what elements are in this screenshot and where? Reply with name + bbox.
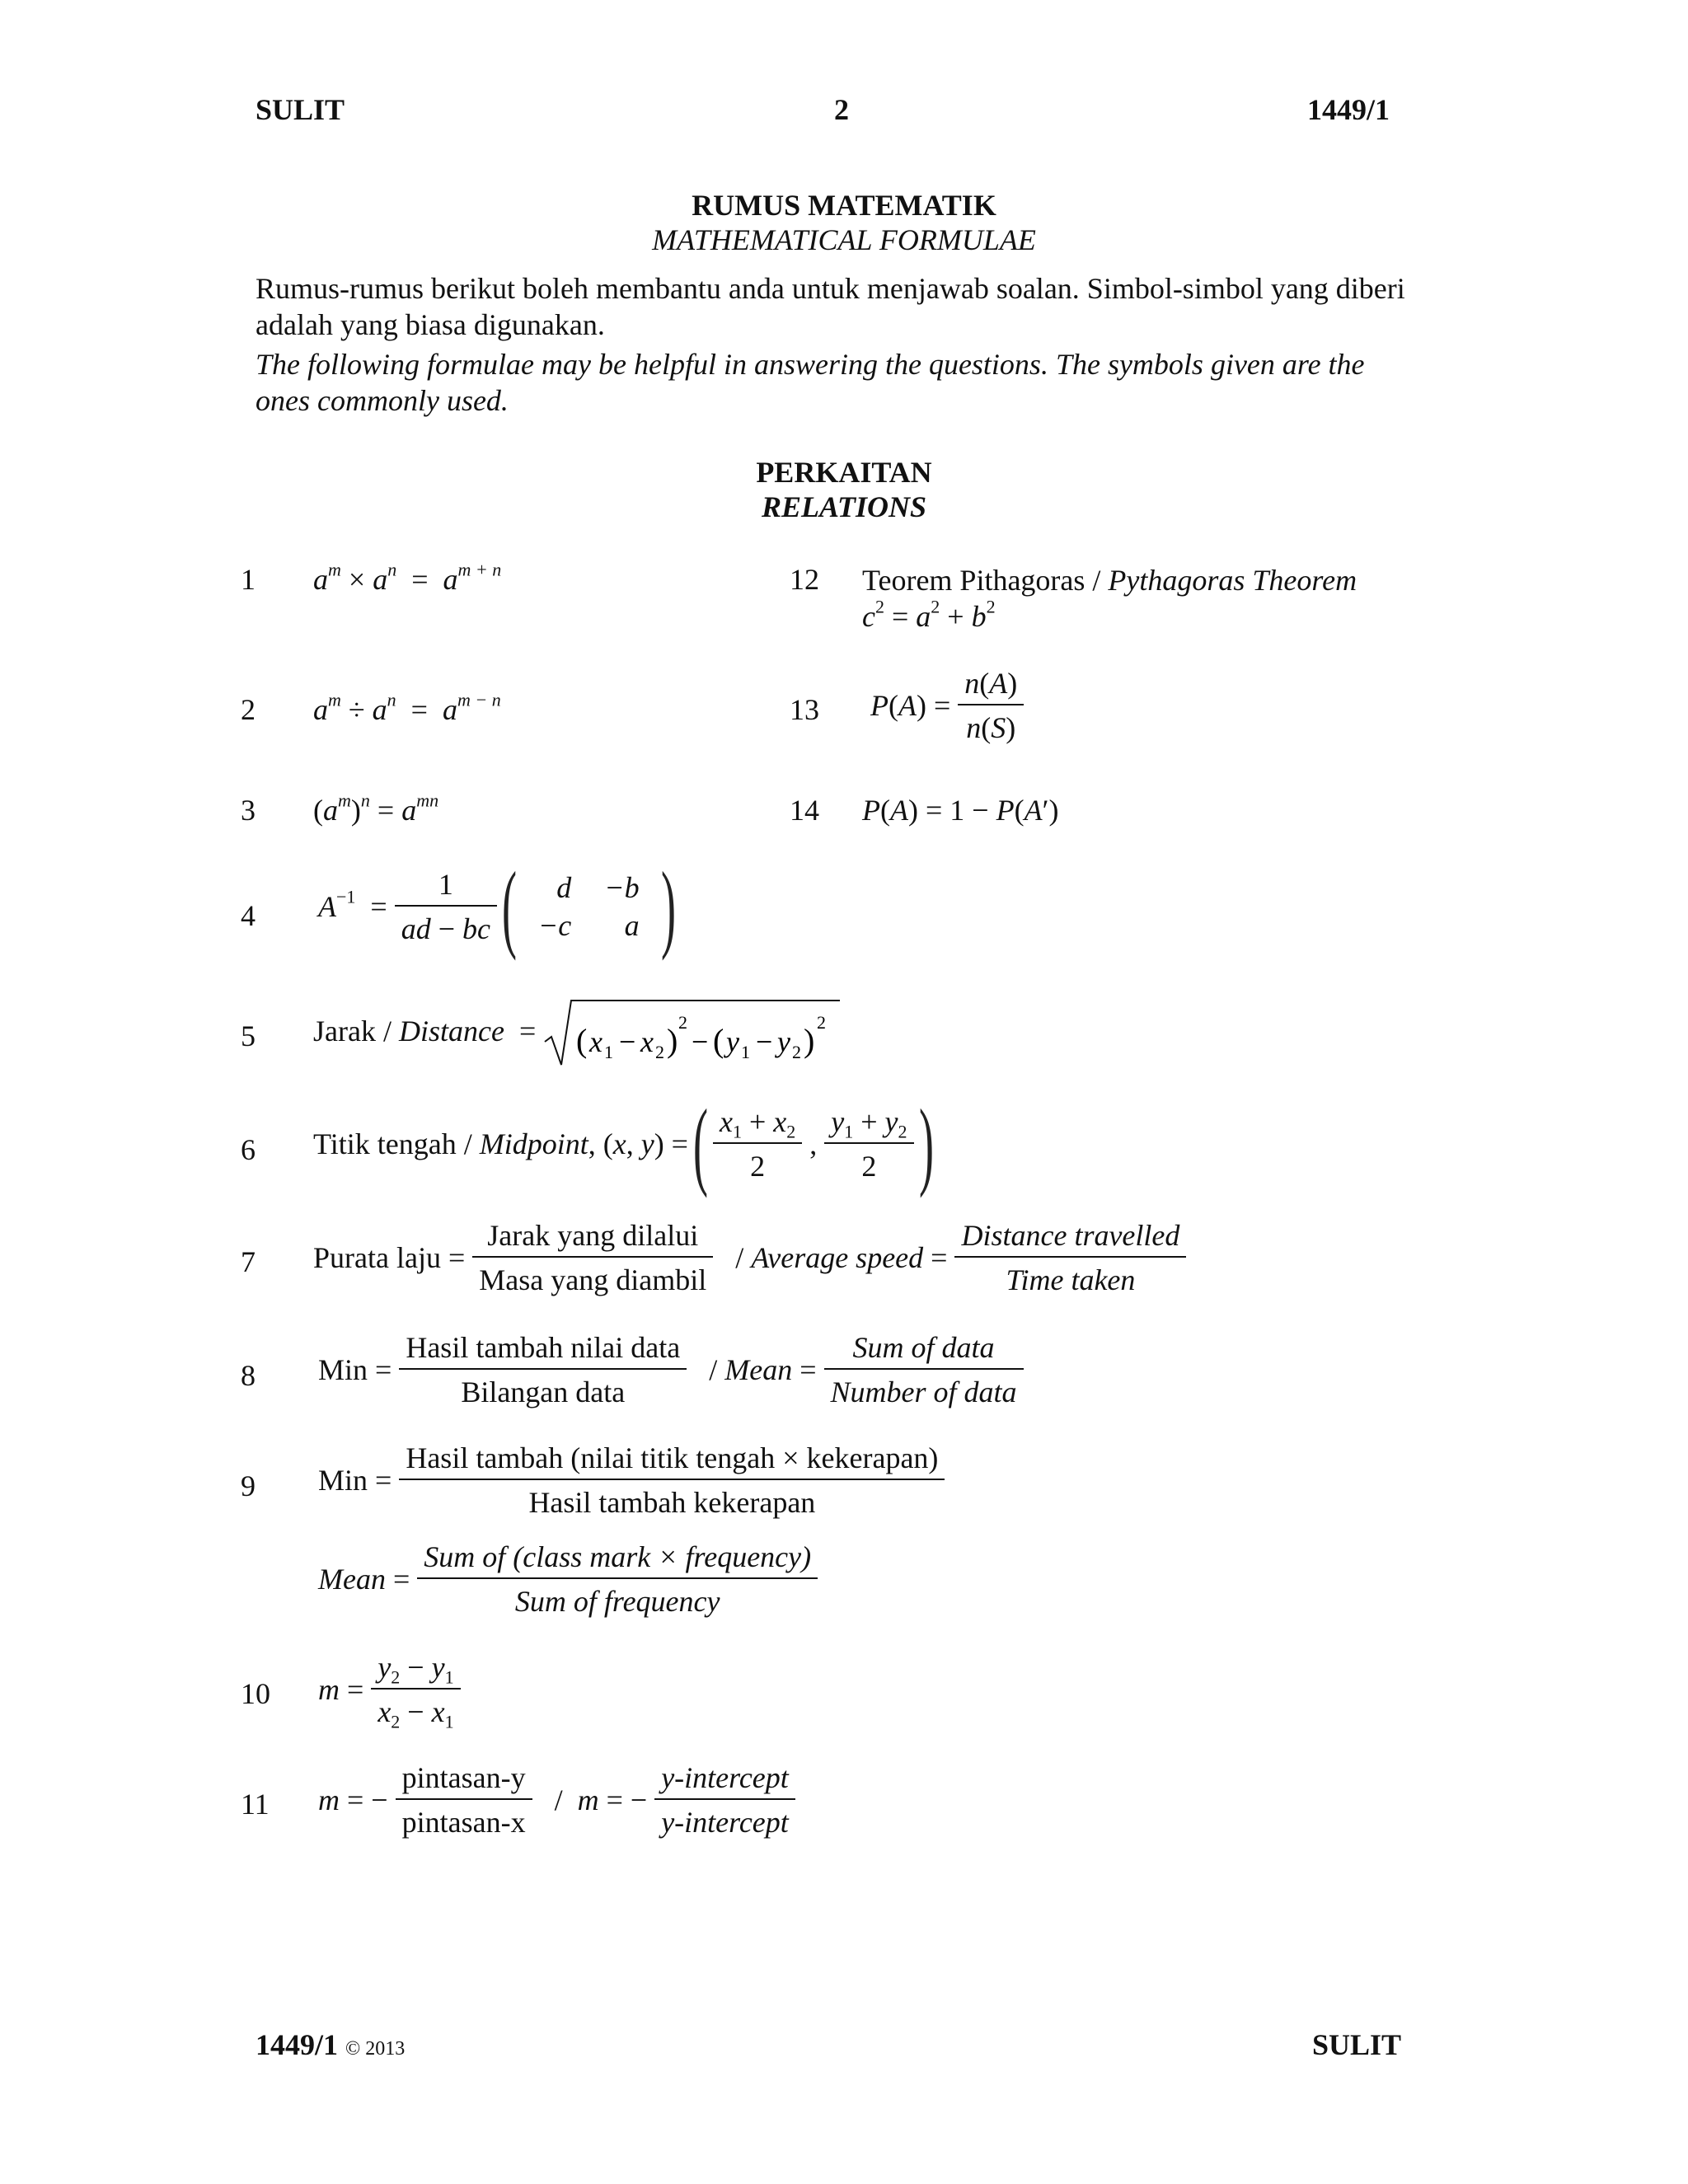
formula-7-average-speed: Purata laju = $\frac{\text{Jarak yang dilalui}}{\text{Masa yang diambil}}$ / Average speed = $\frac{\text{Distance travelled}}{\text{Time taken}}$ xyxy=(313,1218,1186,1297)
svg-text:−: − xyxy=(692,1025,709,1058)
formula-11-gradient-intercept: m = − $\frac{\text{pintasan-y}}{\text{pintasan-x}}$ / m = − $\frac{\text{y-intercept}}{\text{y-intercept}}$ xyxy=(318,1760,795,1840)
svg-text:x: x xyxy=(589,1025,603,1058)
svg-text:(: ( xyxy=(713,1022,724,1059)
svg-text:): ) xyxy=(667,1022,678,1059)
formula-3: $(a^m)^n = a^{mn}$ xyxy=(313,790,439,827)
svg-text:2: 2 xyxy=(817,1012,827,1033)
pythagoras-label-malay: Teorem Pithagoras xyxy=(862,564,1085,597)
formula-13-probability: P(A) = $\frac{n(A)}{n(S)}$ xyxy=(870,666,1024,745)
mean-denominator-english: Number of data xyxy=(830,1376,1017,1408)
intro-english xyxy=(256,346,1409,419)
svg-text:): ) xyxy=(804,1022,815,1059)
midpoint-label-malay: Titik tengah xyxy=(313,1127,457,1160)
average-speed-numerator-malay: Jarak yang dilalui xyxy=(472,1218,713,1258)
svg-text:2: 2 xyxy=(655,1042,665,1062)
x-intercept-malay: pintasan-x xyxy=(401,1806,526,1839)
formula-number-9: 9 xyxy=(241,1469,256,1502)
mean-numerator-malay: Hasil tambah nilai data xyxy=(399,1330,687,1370)
formula-number-8: 8 xyxy=(241,1359,256,1392)
formula-2: $a^m \div a^n = a^{m - n}$ xyxy=(313,689,501,726)
distance-label-english: Distance xyxy=(398,1015,504,1047)
header-page-number: 2 xyxy=(834,93,849,126)
formula-9-grouped-mean-english: Mean = $\frac{\text{Sum of (class mark × frequency)}}{\text{Sum of frequency}}$ xyxy=(318,1540,818,1619)
grouped-mean-denominator-malay: Hasil tambah kekerapan xyxy=(528,1486,816,1519)
svg-text:1: 1 xyxy=(604,1042,614,1062)
formula-number-2: 2 xyxy=(241,693,256,726)
mean-denominator-malay: Bilangan data xyxy=(461,1376,626,1408)
grouped-mean-label-english: Mean xyxy=(318,1563,386,1596)
formula-9-grouped-mean-malay: Min = $\frac{\text{Hasil tambah (nilai titik tengah × kekerapan)}}{\text{Hasil tambah kekerapan}}$ xyxy=(318,1441,945,1520)
formula-number-14: 14 xyxy=(790,794,819,827)
formula-number-13: 13 xyxy=(790,693,819,726)
formula-8-mean: Min = $\frac{\text{Hasil tambah nilai data}}{\text{Bilangan data}}$ / Mean = $\frac{\text{Sum of data}}{\text{Number of data}}$ xyxy=(318,1330,1024,1409)
formula-number-4: 4 xyxy=(241,899,256,932)
formula-1: $a^m \times a^n = a^{m + n}$ xyxy=(313,559,502,596)
svg-text:x: x xyxy=(640,1025,654,1058)
average-speed-label-malay: Purata laju xyxy=(313,1241,441,1274)
formula-number-11: 11 xyxy=(241,1788,270,1821)
footer-sulit: SULIT xyxy=(1312,2028,1402,2061)
formula-number-1: 1 xyxy=(241,563,256,596)
footer-copyright: © 2013 xyxy=(345,2038,406,2060)
svg-text:2: 2 xyxy=(678,1012,688,1033)
header-sulit: SULIT xyxy=(256,93,345,126)
svg-text:y: y xyxy=(777,1025,791,1058)
formula-12-pythagoras: Teorem Pithagoras / Pythagoras Theorem $c^2 = a^2 + b^2$ xyxy=(862,564,1357,633)
mean-numerator-english: Sum of data xyxy=(824,1330,1024,1370)
formula-number-3: 3 xyxy=(241,794,256,827)
formula-number-7: 7 xyxy=(241,1245,256,1278)
footer-code xyxy=(256,2027,405,2062)
svg-text:1: 1 xyxy=(741,1042,751,1062)
y-intercept-malay: pintasan-y xyxy=(396,1760,532,1800)
pythagoras-label-english: Pythagoras Theorem xyxy=(1108,564,1357,597)
section-title-english: RELATIONS xyxy=(761,490,927,523)
formula-5-distance: Jarak / Distance = ( x 1 − x 2 ) 2 − ( y 1 − y 2 ) 2 xyxy=(313,994,840,1068)
average-speed-denominator-english: Time taken xyxy=(1006,1263,1136,1296)
y-intercept-english: y-intercept xyxy=(654,1760,795,1800)
formula-10-gradient: m = $\frac{y_2 - y_1}{x_2 - x_1}$ xyxy=(318,1650,461,1729)
formula-number-10: 10 xyxy=(241,1677,270,1710)
intro-english-text: The following formulae may be helpful in answering the questions. The symbols given are the ones commonly used. xyxy=(256,348,1365,417)
intro-malay xyxy=(256,270,1409,343)
svg-text:−: − xyxy=(619,1025,636,1058)
footer-paper-code: 1449/1 xyxy=(256,2028,339,2061)
mean-label-english: Mean xyxy=(724,1353,793,1386)
formula-6-midpoint: Titik tengah / Midpoint, (x, y) = ( $\frac{x_1 + x_2}{2}$ , $\frac{y_1 + y_2}{2}$ ) xyxy=(313,1089,934,1198)
formula-number-12: 12 xyxy=(790,563,819,596)
grouped-mean-denominator-english: Sum of frequency xyxy=(514,1585,720,1618)
distance-label-malay: Jarak xyxy=(313,1015,376,1047)
formula-number-5: 5 xyxy=(241,1019,256,1052)
average-speed-denominator-malay: Masa yang diambil xyxy=(479,1263,707,1296)
title-english: MATHEMATICAL FORMULAE xyxy=(652,223,1036,256)
mean-label-malay: Min xyxy=(318,1353,368,1386)
intercept-english-denominator: y-intercept xyxy=(661,1806,789,1839)
intro-malay-text: Rumus-rumus berikut boleh membantu anda untuk menjawab soalan. Simbol-simbol yang diberi adalah yang biasa digunakan. xyxy=(256,272,1405,341)
title-malay: RUMUS MATEMATIK xyxy=(692,189,996,222)
grouped-mean-numerator-english: Sum of (class mark × frequency) xyxy=(417,1540,818,1579)
formula-4-inverse-matrix: $A^{-1}$ = $\frac{1}{ad - bc}$ ( d −b −c a ) xyxy=(318,851,676,961)
grouped-mean-numerator-malay: Hasil tambah (nilai titik tengah × kekerapan) xyxy=(399,1441,945,1480)
section-title-malay: PERKAITAN xyxy=(756,456,932,489)
average-speed-numerator-english: Distance travelled xyxy=(954,1218,1186,1258)
square-root-symbol xyxy=(543,994,840,1068)
average-speed-label-english: Average speed xyxy=(751,1241,924,1274)
header-paper-code: 1449/1 xyxy=(1307,93,1390,126)
formula-14-complement: P(A) = 1 − P(A′) xyxy=(862,794,1059,827)
grouped-mean-label-malay: Min xyxy=(318,1464,368,1497)
svg-text:y: y xyxy=(726,1025,740,1058)
midpoint-label-english: Midpoint xyxy=(479,1127,588,1160)
svg-text:−: − xyxy=(756,1025,773,1058)
svg-text:(: ( xyxy=(576,1022,588,1059)
formula-number-6: 6 xyxy=(241,1133,256,1166)
svg-text:2: 2 xyxy=(792,1042,802,1062)
